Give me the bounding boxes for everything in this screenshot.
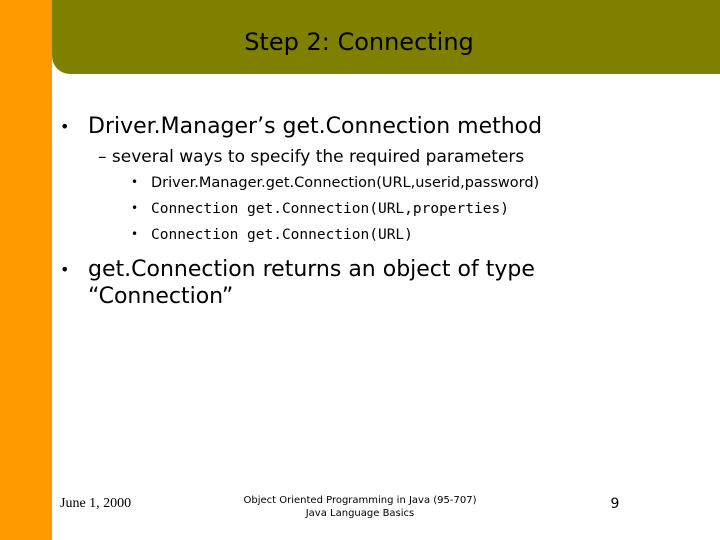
title-bar <box>52 0 720 74</box>
footer-date: June 1, 2000 <box>60 496 132 511</box>
bullet-dot-icon: • <box>60 260 70 279</box>
bullet-text: Driver.Manager’s get.Connection method <box>88 114 543 139</box>
bullet-dot-icon: • <box>60 117 70 136</box>
code-text: Connection get.Connection(URL,properties) <box>151 201 509 217</box>
left-accent-bar <box>0 0 52 540</box>
page-number: 9 <box>610 496 620 512</box>
footer-course <box>200 494 520 520</box>
bullet-dot-icon: • <box>131 175 139 189</box>
footer-course-line2: Java Language Basics <box>305 508 415 519</box>
bullet-dot-icon: • <box>131 201 139 215</box>
bullet-dot-icon: • <box>131 227 139 241</box>
bullet-text: get.Connection returns an object of type “Connection” <box>88 257 535 309</box>
code-text: Driver.Manager.get.Connection(URL,userid,password) <box>151 175 540 191</box>
code-text: Connection get.Connection(URL) <box>151 227 413 243</box>
slide-title: Step 2: Connecting <box>244 28 474 56</box>
sub-bullet: – several ways to specify the required parameters <box>98 147 525 167</box>
footer-course-line1: Object Oriented Programming in Java (95-707) <box>243 495 477 506</box>
